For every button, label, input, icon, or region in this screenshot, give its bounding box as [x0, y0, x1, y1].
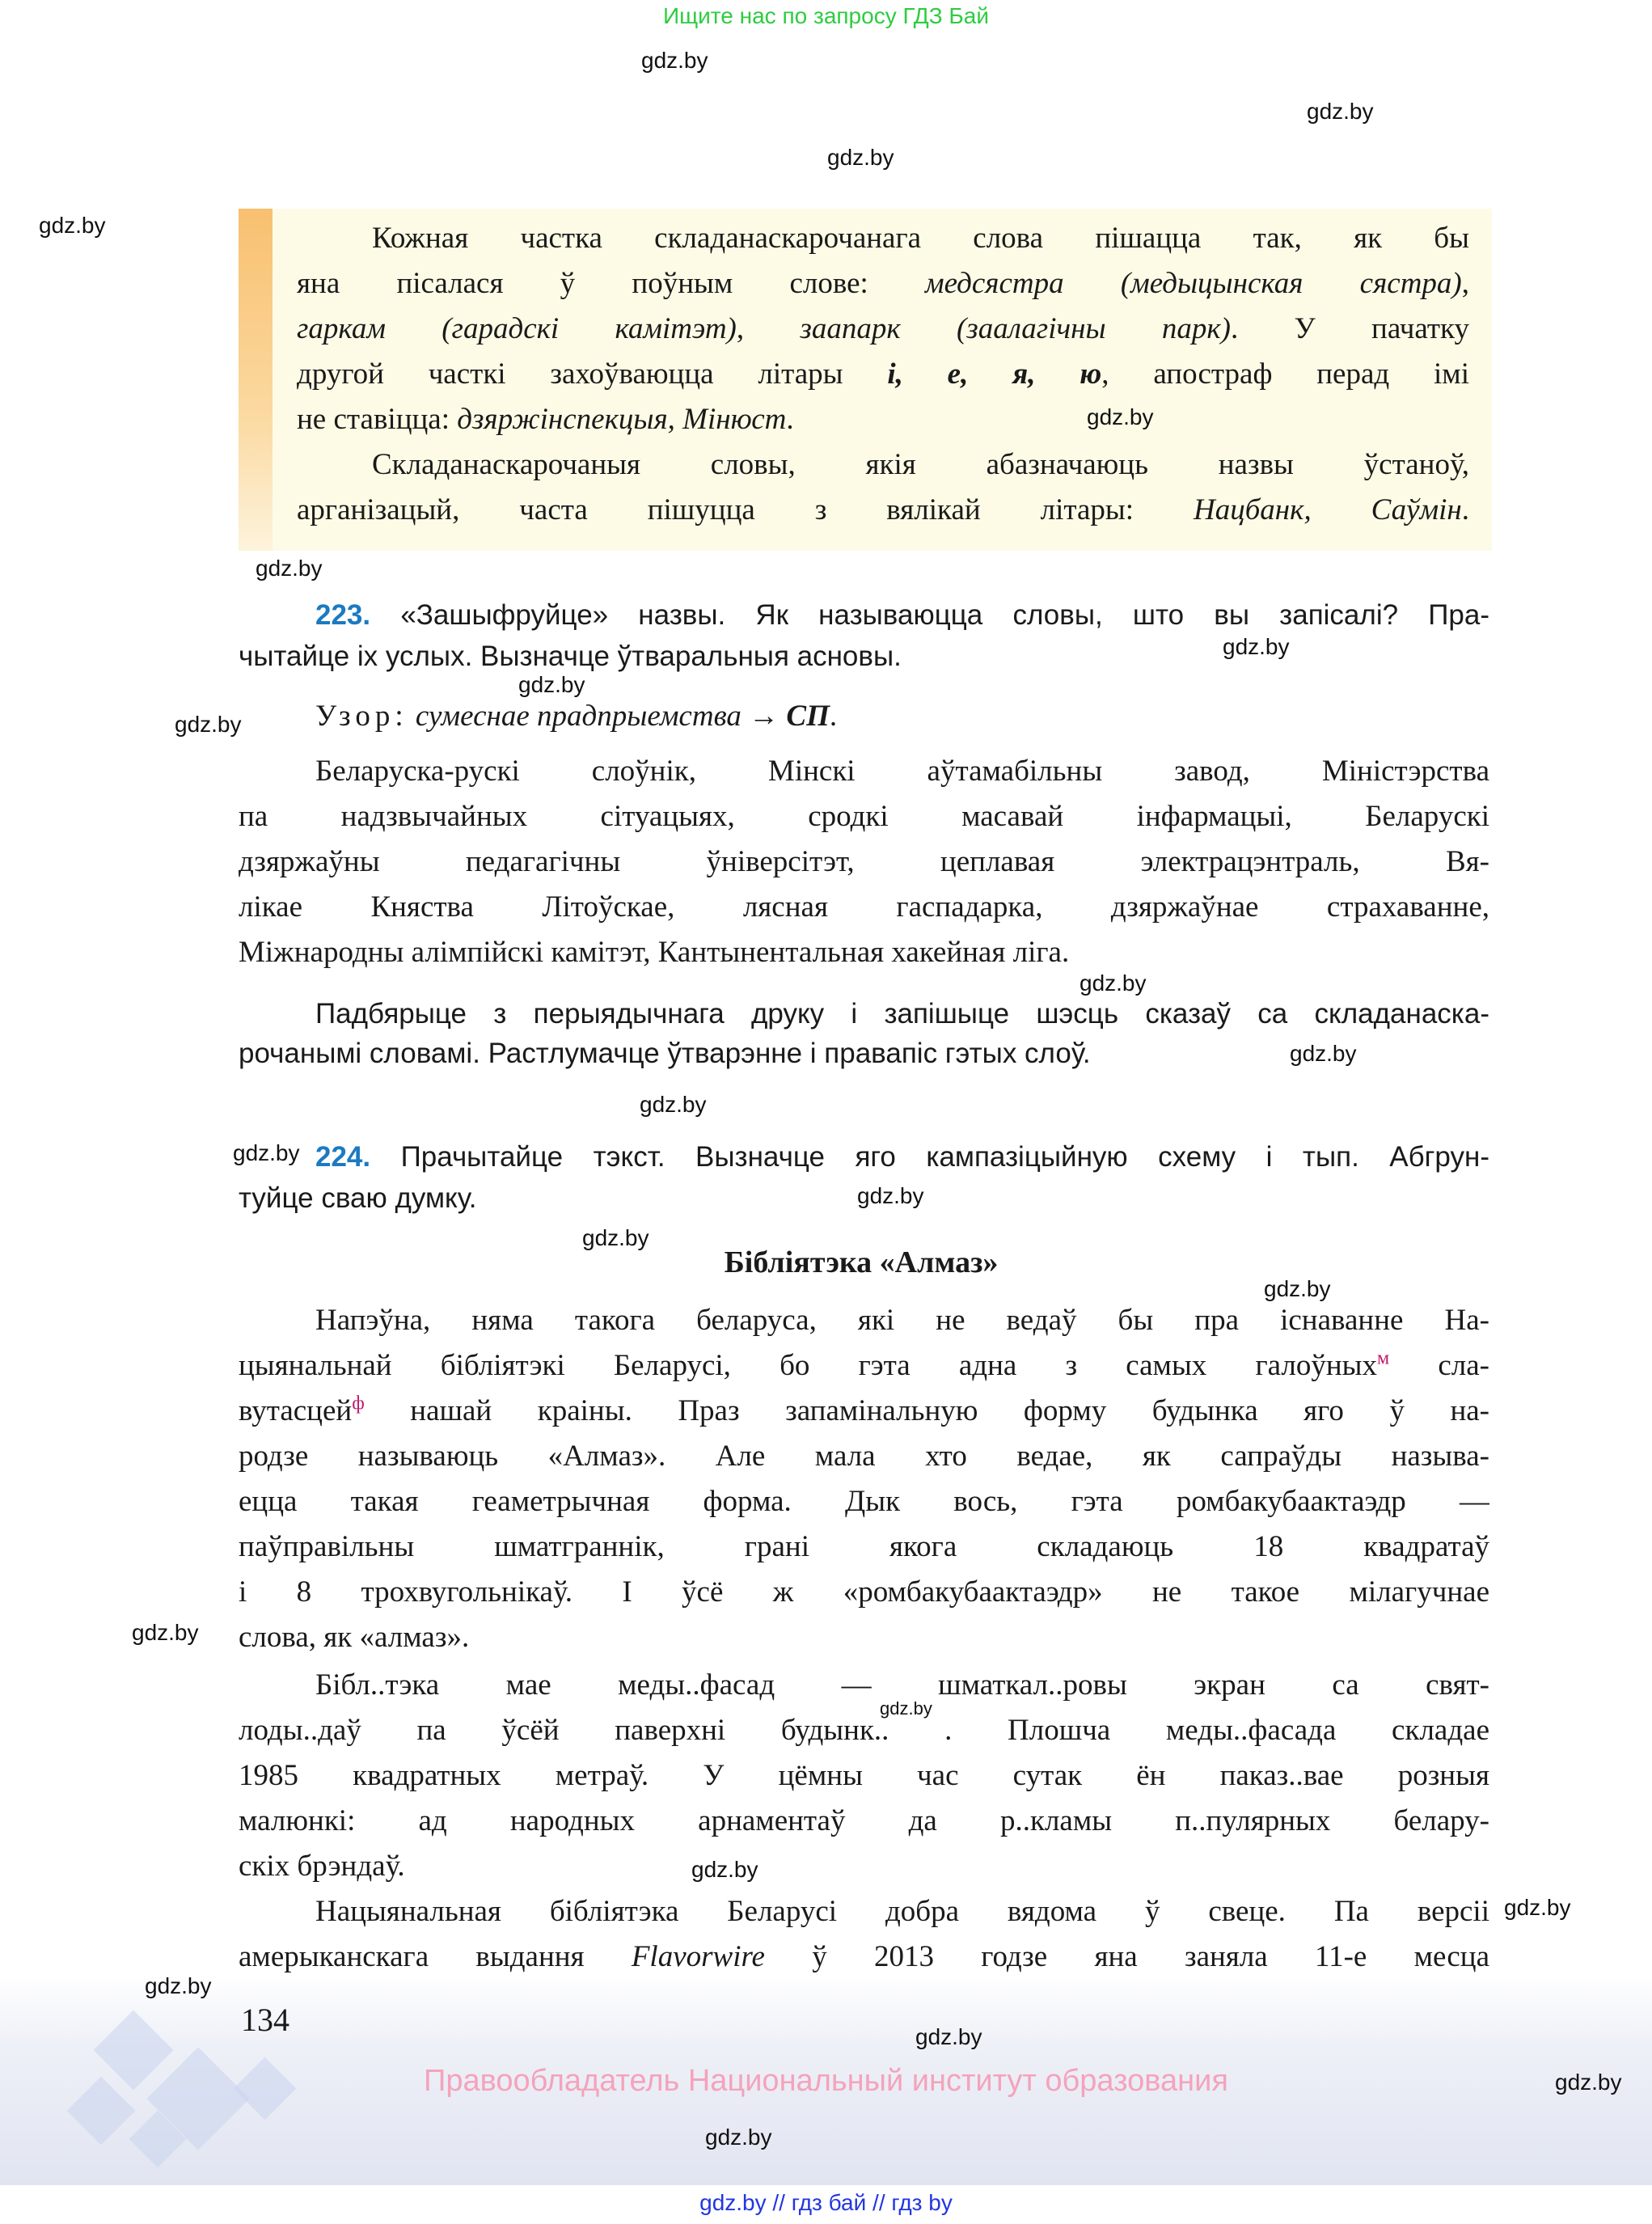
exercise-224-text: туйце сваю думку.	[239, 1182, 477, 1214]
text-line: ецца такая геаметрычная форма. Дык вось, гэта ромбакубаактаэдр —	[239, 1485, 1489, 1518]
watermark: gdz.by	[915, 2024, 982, 2049]
text-line: 1985 квадратных метраў. У цёмны час сутак ён паказ..вае розныя	[239, 1759, 1489, 1792]
watermark: gdz.by	[1307, 99, 1374, 124]
watermark: gdz.by	[1080, 970, 1147, 996]
rule-line: не ставіцца: дзяржінспекцыя, Мінюст.	[297, 403, 794, 436]
watermark: gdz.by	[1264, 1276, 1331, 1301]
text-title: Бібліятэка «Алмаз»	[724, 1245, 999, 1279]
watermark: gdz.by	[582, 1225, 649, 1250]
watermark: gdz.by	[705, 2125, 772, 2150]
watermark: gdz.by	[1223, 634, 1290, 659]
text-line: слова, як «алмаз».	[239, 1621, 470, 1654]
rule-line: Складанаскарочаныя словы, якія абазначаюць назвы ўстаноў,	[372, 448, 1469, 481]
exercise-223-list-line: Беларуска-рускі слоўнік, Мінскі аўтамабільны завод, Міністэрства	[315, 755, 1489, 788]
text-line: Бібл..тэка мае меды..фасад — шматкал..ровы экран са свят-	[315, 1668, 1489, 1702]
watermark: gdz.by	[691, 1857, 758, 1882]
exercise-223-list-line: дзяржаўны педагагічны ўніверсітэт, цеплавая электрацэнтраль, Вя-	[239, 845, 1489, 878]
exercise-223-text: 223. «Зашыфруйце» назвы. Як называюцца словы, што вы запісалі? Пра-	[315, 599, 1489, 631]
watermark: gdz.by	[175, 712, 242, 737]
watermark: gdz.by	[518, 672, 585, 697]
text-line: паўправільны шматграннік, грані якога складаюць 18 квадратаў	[239, 1530, 1489, 1563]
watermark: gdz.by	[1504, 1895, 1571, 1920]
exercise-number: 223.	[315, 599, 371, 631]
rule-line: арганізацый, часта пішуцца з вялікай літары: Нацбанк, Саўмін.	[297, 493, 1469, 526]
watermark: gdz.by	[880, 1698, 932, 1719]
footnote-mark: м	[1377, 1347, 1390, 1369]
text-line: скіх брэндаў.	[239, 1850, 405, 1883]
text-line: Напэўна, няма такога беларуса, які не ведаў бы пра існаванне На-	[315, 1304, 1489, 1337]
exercise-223-pattern: Узор: сумеснае прадпрыемства → СП.	[315, 700, 838, 733]
exercise-223-text: чытайце іх услых. Вызначце ўтваральныя асновы.	[239, 641, 902, 672]
watermark: gdz.by	[1087, 404, 1154, 429]
watermark: gdz.by	[233, 1140, 300, 1165]
exercise-number: 224.	[315, 1141, 371, 1173]
watermark: gdz.by	[145, 1973, 212, 1998]
rule-line: Кожная частка складанаскарочанага слова пішацца так, як бы	[372, 222, 1469, 255]
watermark: gdz.by	[641, 48, 708, 73]
page-number: 134	[241, 2002, 289, 2038]
watermark: gdz.by	[39, 213, 106, 238]
text-line: лоды..даў па ўсёй паверхні будынк.. . Плошча меды..фасада складае	[239, 1714, 1489, 1747]
exercise-223-list-line: Міжнародны алімпійскі камітэт, Кантынентальная хакейная ліга.	[239, 936, 1070, 969]
exercise-223-task: рочанымі словамі. Растлумачце ўтварэнне і правапіс гэтых слоў.	[239, 1038, 1091, 1069]
watermark: gdz.by	[1290, 1041, 1357, 1066]
copyright-notice: Правообладатель Национальный институт образования	[424, 2064, 1228, 2098]
watermark: gdz.by	[640, 1092, 707, 1117]
footnote-mark: ф	[352, 1393, 365, 1414]
exercise-223-list-line: лікае Княства Літоўскае, лясная гаспадарка, дзяржаўнае страхаванне,	[239, 890, 1489, 924]
watermark: gdz.by	[857, 1183, 924, 1208]
rule-box	[239, 209, 1492, 551]
text-line: амерыканскага выдання Flavorwire ў 2013 годзе яна заняла 11-е месца	[239, 1940, 1489, 1973]
text-line: вутасцей$^ф$ нашай краіны. Праз запамінальную форму будынка яго ў на-	[239, 1393, 1489, 1427]
watermark: gdz.by	[827, 145, 894, 170]
text-line: цыянальнай бібліятэкі Беларусі, бо гэта адна з самых галоўных$^м$ сла-	[239, 1347, 1489, 1382]
exercise-223-list-line: па надзвычайных сітуацыях, сродкі масавай інфармацыі, Беларускі	[239, 800, 1489, 833]
text-line: Нацыянальная бібліятэка Беларусі добра вядома ў свеце. Па версіі	[315, 1895, 1489, 1928]
exercise-224-text: 224. Прачытайце тэкст. Вызначце яго кампазіцыйную схему і тып. Абгрун-	[315, 1141, 1489, 1173]
text-line: і 8 трохвугольнікаў. І ўсё ж «ромбакубаактаэдр» не такое мілагучнае	[239, 1575, 1489, 1609]
rule-line: яна пісалася ў поўным слове: медсястра (медыцынская сястра),	[297, 267, 1469, 300]
footer-links[interactable]: gdz.by // гдз бай // гдз by	[699, 2190, 953, 2215]
text-line: малюнкі: ад народных арнаментаў да р..кламы п..пулярных белару-	[239, 1804, 1489, 1837]
rule-line: другой часткі захоўваюцца літары і, е, я, ю, апостраф перад імі	[297, 357, 1469, 391]
watermark: gdz.by	[132, 1620, 199, 1645]
text-line: родзе называюць «Алмаз». Але мала хто ведае, як сапраўды называ-	[239, 1440, 1489, 1473]
top-search-note[interactable]: Ищите нас по запросу ГДЗ Бай	[662, 3, 990, 28]
exercise-223-task: Падбярыце з перыядычнага друку і запішыце шэсць сказаў са складанаска-	[315, 998, 1489, 1030]
rule-line: гаркам (гарадскі камітэт), заапарк (заалагічны парк). У пачатку	[297, 312, 1469, 345]
watermark: gdz.by	[256, 556, 323, 581]
watermark: gdz.by	[1555, 2070, 1622, 2095]
rule-box-stripe	[239, 209, 273, 551]
